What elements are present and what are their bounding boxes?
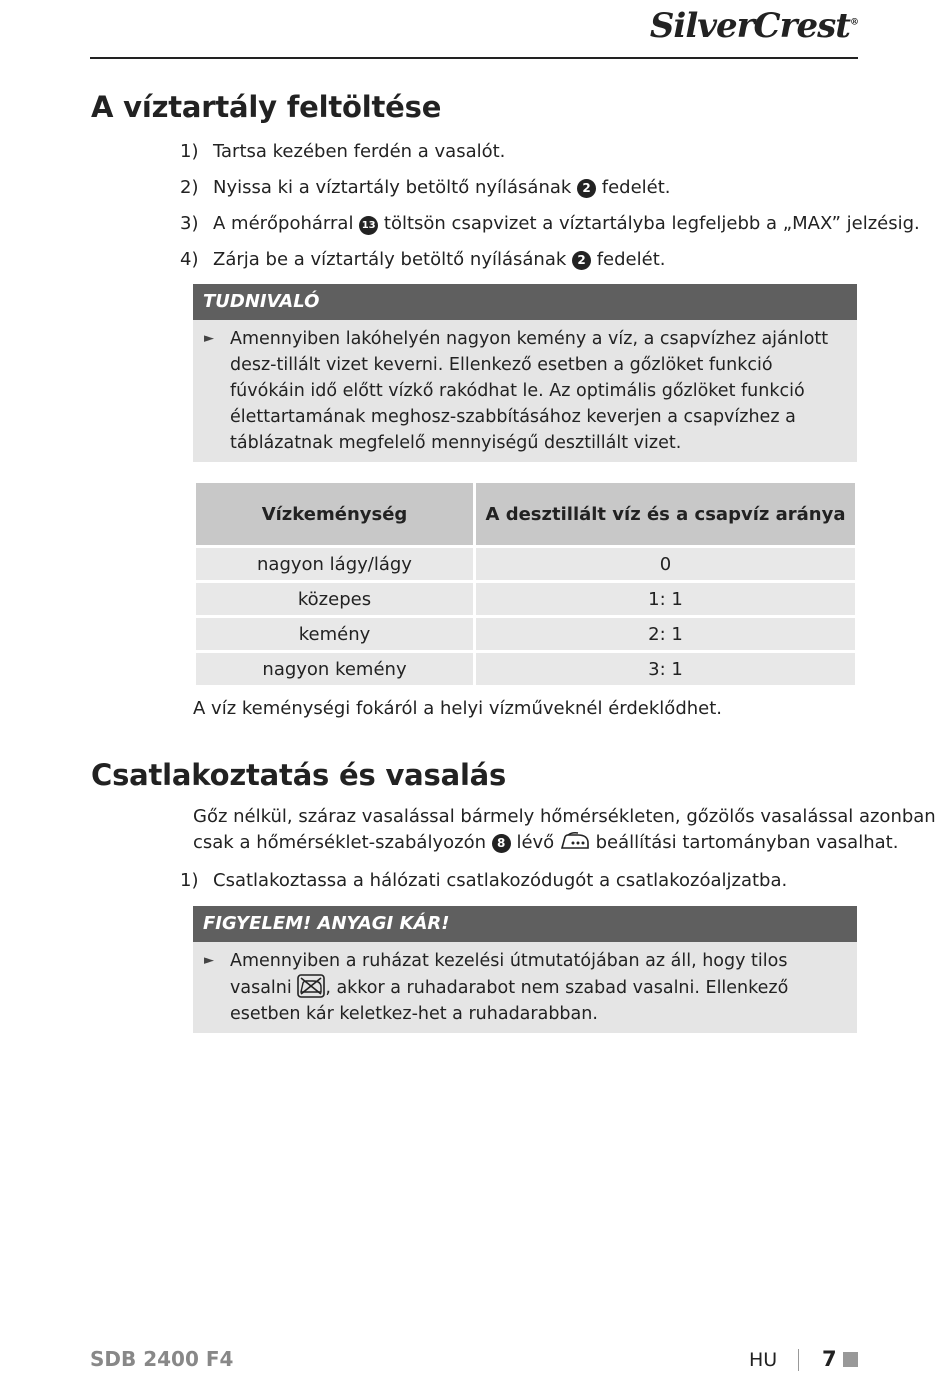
table-cell: 0 xyxy=(476,548,855,580)
table-row xyxy=(196,548,855,580)
notice-title: TUDNIVALÓ xyxy=(193,284,857,320)
hardness-note: A víz keménységi fokáról a helyi vízműveknél érdeklődhet. xyxy=(193,698,723,719)
caution-text: Amennyiben a ruházat kezelési útmutatójában az áll, hogy tilos vasalni , akkor a ruhadarabot nem szabad vasalni. Ellenkező esetben kár keletkez-het a ruhadarabban. xyxy=(230,951,789,1024)
footer-divider xyxy=(798,1349,799,1371)
bullet-arrow-icon: ► xyxy=(204,953,214,968)
step-2: 2) Nyissa ki a víztartály betöltő nyílásának 2 fedelét. xyxy=(180,177,671,198)
do-not-iron-icon xyxy=(297,974,325,998)
table-header: A desztillált víz és a csapvíz aránya xyxy=(476,483,855,545)
step-3: 3) A mérőpohárral 13 töltsön csapvizet a víztartályba legfeljebb a „MAX” jelzésig. xyxy=(180,213,920,234)
table-cell: 3: 1 xyxy=(476,653,855,685)
step-1: 1) Tartsa kezében ferdén a vasalót. xyxy=(180,141,506,162)
part-ref-badge: 13 xyxy=(359,216,378,235)
table-cell: 2: 1 xyxy=(476,618,855,650)
table-header: Vízkeménység xyxy=(196,483,473,545)
table-cell: közepes xyxy=(196,583,473,615)
part-ref-badge: 2 xyxy=(572,251,591,270)
iron-steam-setting-icon xyxy=(560,831,590,851)
step-4: 4) Zárja be a víztartály betöltő nyílásának 2 fedelét. xyxy=(180,249,666,270)
footer-square-icon xyxy=(843,1352,858,1367)
page-number: 7 xyxy=(822,1347,837,1371)
part-ref-badge: 8 xyxy=(492,834,511,853)
caution-title: FIGYELEM! ANYAGI KÁR! xyxy=(193,906,857,942)
header-rule xyxy=(90,57,858,59)
water-hardness-table xyxy=(193,480,858,688)
table-row xyxy=(196,583,855,615)
table-cell: kemény xyxy=(196,618,473,650)
footer-model: SDB 2400 F4 xyxy=(90,1347,234,1371)
part-ref-badge: 2 xyxy=(577,179,596,198)
brand-logo: SilverCrest® xyxy=(649,6,858,46)
table-cell: 1: 1 xyxy=(476,583,855,615)
table-cell: nagyon kemény xyxy=(196,653,473,685)
section-title-connecting-ironing: Csatlakoztatás és vasalás xyxy=(91,758,507,792)
caution-box xyxy=(193,906,857,1033)
table-row xyxy=(196,653,855,685)
notice-text: Amennyiben lakóhelyén nagyon kemény a víz, a csapvízhez ajánlott desz-tillált vizet keverni. Ellenkező esetben a gőzlöket funkció fúvókáin idő előtt vízkő rakódhat le. Az optimális gőzlöket funkció élettartamának meghosz-szabbításához keverjen a csapvízhez a táblázatnak megfelelő mennyiségű desztillált vizet. xyxy=(230,329,829,453)
table-cell: nagyon lágy/lágy xyxy=(196,548,473,580)
bullet-arrow-icon: ► xyxy=(204,331,214,346)
table-row xyxy=(196,618,855,650)
footer-language: HU xyxy=(749,1349,778,1371)
section-title-water-tank: A víztartály feltöltése xyxy=(91,90,442,124)
notice-box xyxy=(193,284,857,462)
table-header-row xyxy=(196,483,855,545)
connect-step-1: 1) Csatlakoztassa a hálózati csatlakozódugót a csatlakozóaljzatba. xyxy=(180,870,788,891)
section2-intro: Gőz nélkül, száraz vasalással bármely hőmérsékleten, gőzölős vasalással azonban csak a hőmérséklet-szabályozón 8 lévő beállítási tartományban vasalhat. xyxy=(193,806,936,853)
